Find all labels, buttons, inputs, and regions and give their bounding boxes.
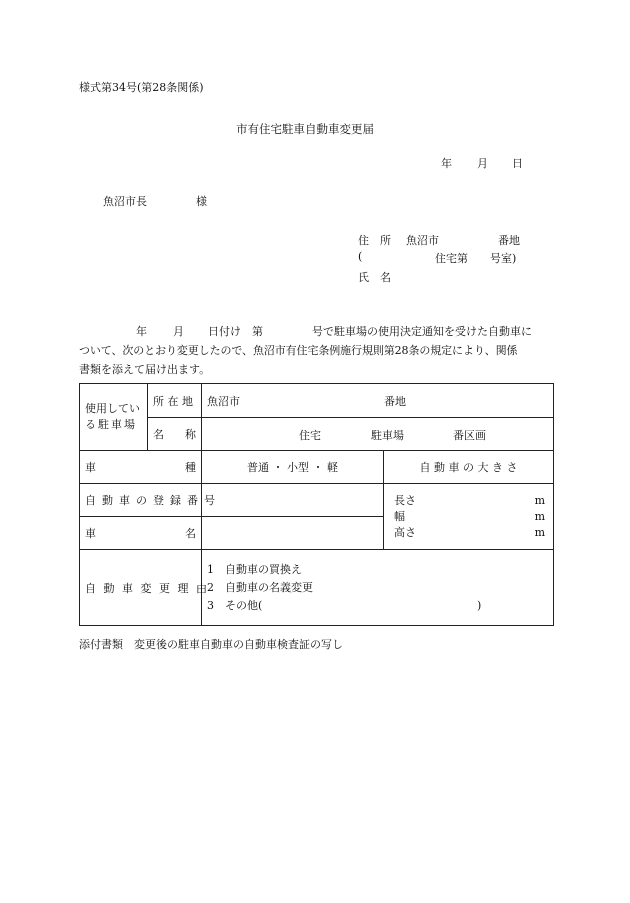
height-label: 高さ: [394, 525, 416, 539]
change-reason-options[interactable]: [202, 550, 554, 626]
name-label-a: 名: [153, 428, 164, 441]
width-unit: m: [534, 509, 545, 523]
location-value[interactable]: [202, 384, 554, 418]
attachment-note: 添付書類 変更後の駐車自動車の自動車検査証の写し: [79, 638, 343, 651]
parking-lot: 駐車場: [371, 429, 404, 442]
vehicle-type-options[interactable]: 普通 ・ 小型 ・ 軽: [202, 451, 384, 484]
type-label-a: 車: [85, 461, 96, 474]
registration-number-label: 自動車の登録番号: [80, 484, 202, 517]
form-number: 様式第34号(第28条関係): [79, 81, 204, 94]
type-label-b: 種: [185, 461, 196, 474]
body-line2: ついて、次のとおり変更したので、魚沼市有住宅条例施行規則第28条の規定により、関係: [79, 344, 518, 357]
parking-name-label: [148, 418, 202, 451]
parking-name-value[interactable]: [202, 418, 554, 451]
parking-housing: 住宅: [299, 429, 321, 442]
body-year: 年: [136, 325, 147, 338]
vehicle-change-table: [79, 383, 554, 626]
address-banchi: 番地: [498, 234, 520, 247]
registration-number-value[interactable]: [202, 484, 384, 517]
change-reason-label: 自 動 車 変 更 理 由: [80, 550, 202, 626]
parking-header-line2: る駐車場: [85, 418, 137, 431]
document-title: 市有住宅駐車自動車変更届: [236, 122, 374, 136]
address-housing: 住宅第: [435, 252, 468, 265]
body-dated: 日付け 第: [208, 325, 263, 338]
reason-option-1[interactable]: 1 自動車の買換え: [207, 562, 302, 576]
addressee-honorific: 様: [196, 195, 207, 208]
date-year: 年: [441, 157, 452, 170]
addressee-name: 魚沼市長: [103, 195, 147, 208]
parking-header-line1: 使用してい: [85, 402, 140, 415]
body-line1-rest: 号で駐車場の使用決定通知を受けた自動車に: [312, 325, 532, 338]
car-name-label: [80, 517, 202, 550]
date-month: 月: [477, 157, 488, 170]
reason-option-2[interactable]: 2 自動車の名義変更: [207, 580, 313, 594]
parking-section: 番区画: [453, 429, 486, 442]
height-unit: m: [534, 525, 545, 539]
address-room: 号室): [490, 252, 517, 265]
body-line3: 書類を添えて届け出ます。: [79, 363, 211, 376]
address-city: 魚沼市: [406, 234, 439, 247]
location-label: 所 在 地: [148, 384, 202, 418]
parking-header-cell: [80, 384, 148, 451]
reason-option-3[interactable]: 3 その他(: [207, 598, 263, 612]
address-label: 住 所: [358, 234, 391, 247]
name-label: 氏 名: [358, 271, 391, 284]
length-label: 長さ: [394, 493, 416, 507]
car-name-value[interactable]: [202, 517, 384, 550]
name-label-b: 称: [185, 428, 196, 441]
location-banchi: 番地: [384, 395, 406, 408]
length-unit: m: [534, 493, 545, 507]
date-day: 日: [512, 157, 523, 170]
body-month: 月: [173, 325, 184, 338]
vehicle-type-label: [80, 451, 202, 484]
reason-option-3-close: ): [477, 598, 482, 612]
car-name-a: 車: [85, 527, 96, 540]
address-paren-open: (: [358, 250, 363, 263]
vehicle-size-header: 自 動 車 の 大 き さ: [384, 451, 554, 484]
vehicle-size-values[interactable]: [384, 484, 554, 550]
car-name-b: 名: [185, 527, 196, 540]
location-city: 魚沼市: [207, 394, 240, 408]
width-label: 幅: [394, 509, 405, 523]
